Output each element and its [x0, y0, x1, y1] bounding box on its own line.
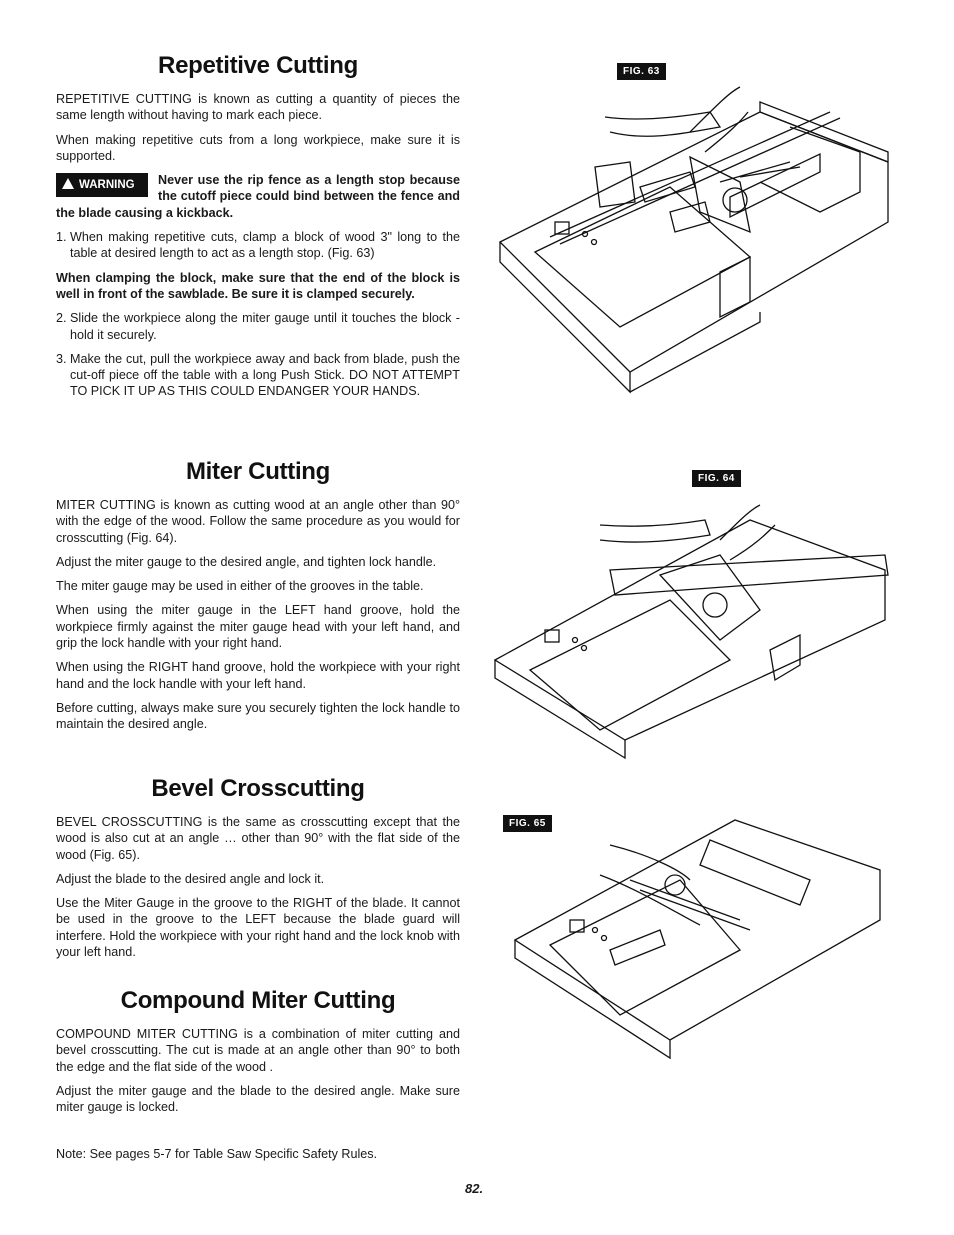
paragraph: MITER CUTTING is known as cutting wood at an angle other than 90° with the edge of the wood. Follow the same procedure as you would for crosscutting (Fig. 64). — [56, 498, 460, 545]
paragraph: COMPOUND MITER CUTTING is a combination of miter cutting and bevel crosscutting. The cut is made at an angle other than 90° to both the edge and the flat side of the wood . — [56, 1027, 460, 1074]
figure-label-65: FIG. 65 — [503, 815, 552, 832]
steps-list — [56, 229, 460, 262]
fig65-table-saw-illustration — [510, 810, 890, 1060]
step-number: 2. — [56, 311, 67, 326]
paragraph: REPETITIVE CUTTING is known as cutting a quantity of pieces the same length without having to mark each piece. — [56, 92, 460, 123]
fig63-table-saw-illustration — [490, 72, 890, 432]
repetitive-cutting-body — [56, 91, 460, 408]
step-number: 3. — [56, 351, 67, 366]
heading-miter-cutting: Miter Cutting — [185, 458, 331, 485]
steps-list — [56, 310, 460, 399]
warning-badge — [56, 173, 148, 197]
warning-icon — [62, 178, 74, 189]
paragraph: Use the Miter Gauge in the groove to the RIGHT of the blade. It cannot be used in the groove to the LEFT because the blade guard will interfere. Hold the workpiece with your right hand and the lock knob with your left hand. — [56, 896, 460, 960]
safety-note: Note: See pages 5-7 for Table Saw Specific Safety Rules. — [56, 1147, 378, 1161]
paragraph: When making repetitive cuts from a long workpiece, make sure it is supported. — [56, 132, 460, 163]
step-text: Make the cut, pull the workpiece away and back from blade, push the cut-off piece off the table with a long Push Stick. DO NOT ATTEMPT TO PICK IT UP AS THIS COULD ENDANGER YOUR HANDS. — [70, 351, 460, 399]
paragraph: BEVEL CROSSCUTTING is the same as crosscutting except that the wood is also cut at an angle … other than 90° with the flat side of the wood (Fig. 65). — [56, 815, 460, 862]
fig64-table-saw-illustration — [490, 500, 900, 765]
figure-label-63: FIG. 63 — [617, 63, 666, 80]
paragraph: Before cutting, always make sure you securely tighten the lock handle to maintain the desired angle. — [56, 700, 460, 732]
warning-text: Never use the rip fence as a length stop because the cutoff piece could bind between the fence and the blade causing a kickback. — [56, 173, 460, 220]
paragraph: When using the RIGHT hand groove, hold the workpiece with your right hand and the lock handle with your left hand. — [56, 660, 460, 691]
list-item — [56, 351, 460, 400]
warning-label: WARNING — [79, 179, 135, 192]
figure-label-64: FIG. 64 — [692, 470, 741, 487]
step-text: When making repetitive cuts, clamp a block of wood 3" long to the table at desired length to act as a length stop. (Fig. 63) — [70, 230, 460, 261]
heading-bevel-crosscutting: Bevel Crosscutting — [151, 775, 365, 802]
paragraph: Adjust the miter gauge to the desired angle, and tighten lock handle. — [56, 554, 437, 569]
list-item — [56, 310, 460, 343]
bold-note: When clamping the block, make sure that the end of the block is well in front of the sawblade. Be sure it is clamped securely. — [56, 270, 460, 301]
paragraph: The miter gauge may be used in either of the grooves in the table. — [56, 579, 424, 594]
list-item — [56, 229, 460, 262]
page-number: 82. — [465, 1181, 484, 1196]
heading-compound-miter-cutting: Compound Miter Cutting — [120, 987, 396, 1014]
step-number: 1. — [56, 230, 67, 245]
miter-cutting-body — [56, 497, 460, 741]
paragraph: Adjust the miter gauge and the blade to the desired angle. Make sure miter gauge is locked. — [56, 1083, 460, 1115]
heading-repetitive-cutting: Repetitive Cutting — [158, 52, 358, 79]
warning-block — [56, 172, 460, 221]
step-text: Slide the workpiece along the miter gauge until it touches the block - hold it securely. — [70, 311, 460, 342]
paragraph: When using the miter gauge in the LEFT hand groove, hold the workpiece firmly against the miter gauge head with your left hand, and grip the lock handle with your right hand. — [56, 603, 460, 651]
paragraph: Adjust the blade to the desired angle and lock it. — [56, 871, 325, 886]
bevel-crosscutting-body — [56, 814, 460, 968]
compound-miter-cutting-body — [56, 1026, 460, 1123]
